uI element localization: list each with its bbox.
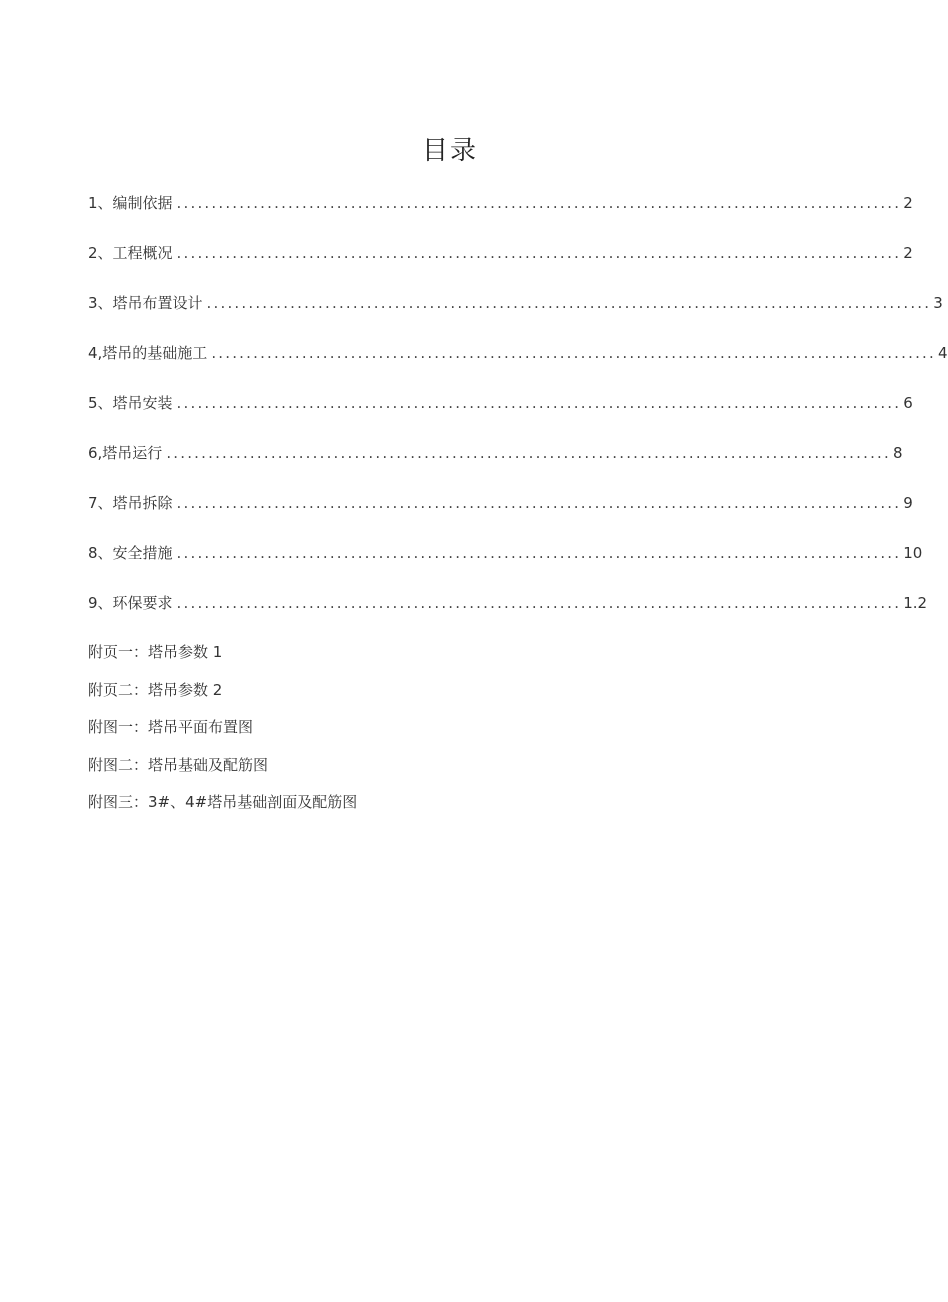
toc-entry-label: 7、塔吊拆除	[88, 494, 173, 512]
toc-entry-label: 1、编制依据	[88, 194, 173, 212]
toc-entry-page: 8	[893, 444, 903, 462]
toc-entry-leader: ........................................................................................................	[206, 294, 932, 312]
toc-entry[interactable]	[88, 342, 948, 392]
toc-entry-page: 9	[903, 494, 913, 512]
appendix-item[interactable]: 附页一：塔吊参数 1	[88, 643, 223, 661]
toc-entry[interactable]	[88, 242, 913, 292]
toc-entry-page: 1.2	[903, 594, 928, 612]
toc-entry[interactable]	[88, 392, 913, 442]
appendix-item[interactable]: 附图三：3#、4#塔吊基础剖面及配筋图	[88, 793, 358, 811]
toc-entry-leader: ........................................................................................................	[176, 394, 902, 412]
toc-entry-leader: ........................................................................................................	[176, 194, 902, 212]
toc-entry-page: 4	[938, 344, 948, 362]
toc-entry[interactable]	[88, 542, 923, 592]
toc-entry[interactable]	[88, 192, 913, 242]
toc-entry-leader: ........................................................................................................	[176, 244, 902, 262]
appendix-list	[88, 641, 588, 829]
toc-entry-page: 6	[903, 394, 913, 412]
toc-title: 目录	[421, 136, 478, 166]
toc-entry[interactable]	[88, 492, 913, 542]
toc-entry-label: 5、塔吊安装	[88, 394, 173, 412]
toc-entry-label: 9、环保要求	[88, 594, 173, 612]
toc-entry[interactable]	[88, 442, 903, 492]
appendix-item[interactable]: 附页二：塔吊参数 2	[88, 680, 223, 699]
toc-entry-label: 6,塔吊运行	[88, 444, 163, 462]
toc-entry-label: 3、塔吊布置设计	[88, 294, 203, 312]
toc-entry-page: 2	[903, 194, 913, 212]
toc-entry[interactable]	[88, 292, 943, 342]
toc-entry-label: 8、安全措施	[88, 544, 173, 562]
toc-entry[interactable]	[88, 592, 928, 642]
toc-entry-leader: ........................................................................................................	[176, 544, 902, 562]
toc-entry-page: 10	[903, 544, 923, 562]
toc-entry-label: 2、工程概况	[88, 244, 173, 262]
toc-list	[88, 192, 948, 642]
toc-entry-leader: ........................................................................................................	[211, 344, 936, 362]
toc-entry-leader: ........................................................................................................	[176, 594, 902, 612]
toc-entry-page: 2	[903, 244, 913, 262]
toc-entry-leader: ........................................................................................................	[166, 444, 891, 462]
appendix-item[interactable]: 附图一：塔吊平面布置图	[88, 718, 254, 736]
toc-entry-leader: ........................................................................................................	[176, 494, 902, 512]
appendix-item[interactable]: 附图二：塔吊基础及配筋图	[88, 755, 269, 774]
toc-entry-label: 4,塔吊的基础施工	[88, 344, 208, 362]
toc-entry-page: 3	[933, 294, 943, 312]
